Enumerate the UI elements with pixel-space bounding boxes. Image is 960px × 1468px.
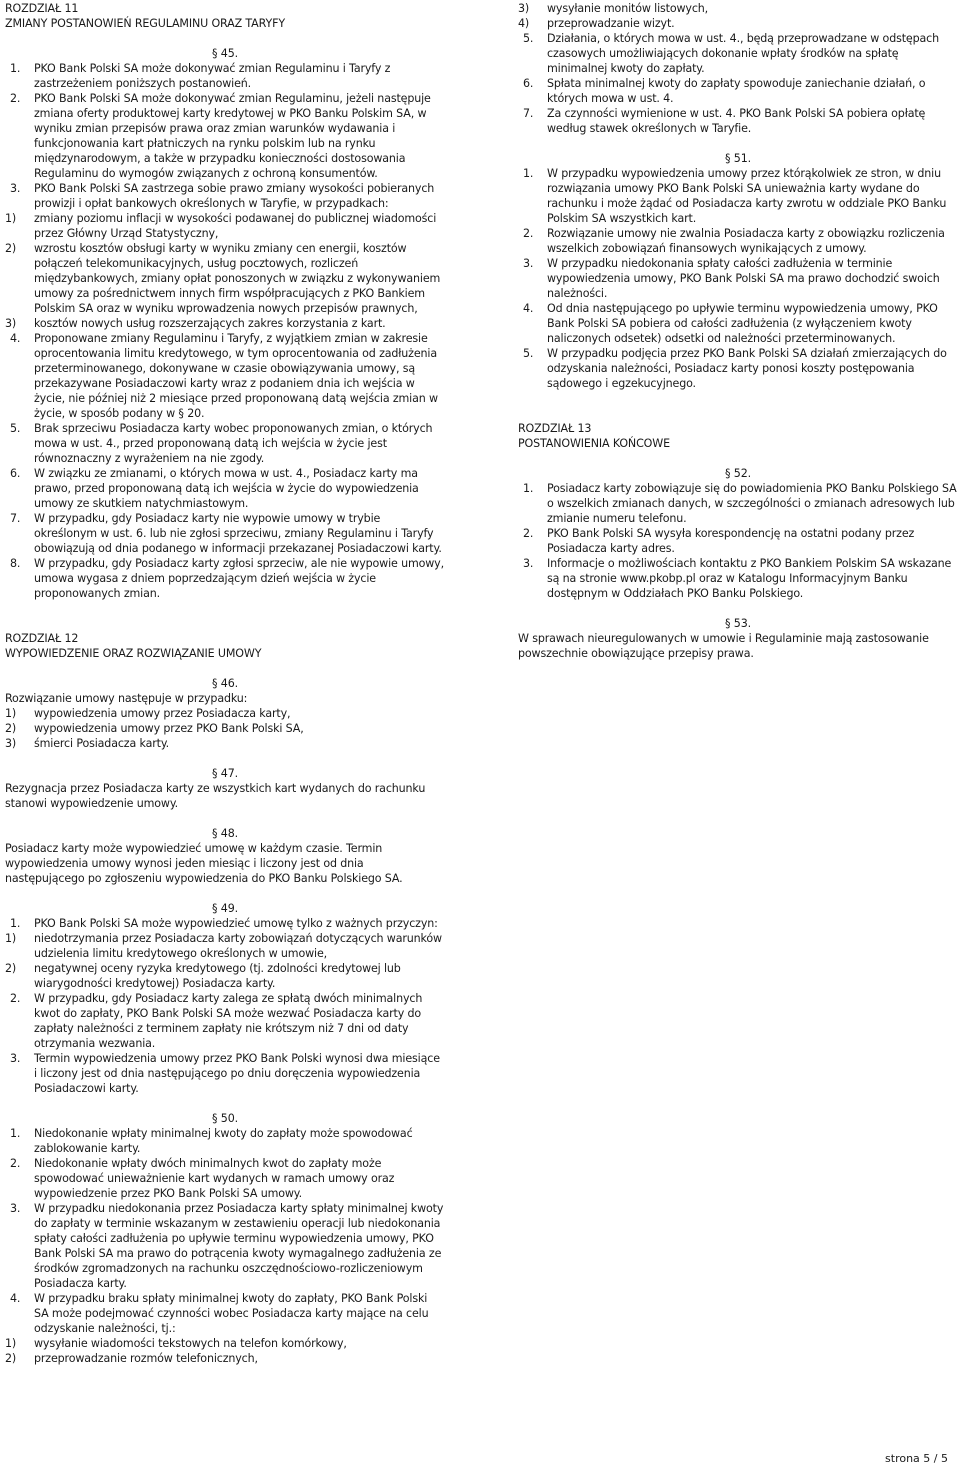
paragraph-50-list (5, 1126, 445, 1366)
list-item: 2. PKO Bank Polski SA może dokonywać zmian Regulaminu, jeżeli następuje zmiana oferty produktowej karty kredytowej w PKO Banku Polskim SA, w wyniku zmian przepisów prawa oraz zmian warunków wydawania i funkcjonowania kart płatniczych na rynku polskim lub na rynku międzynarodowym, a także w przypadku konieczności dostosowania Regulaminu do wymogów związanych z ochroną konsumentów. (10, 92, 431, 180)
sub-item: 3) wysyłanie monitów listowych, (518, 2, 709, 15)
paragraph-48-title: § 48. (212, 827, 238, 840)
list-item: 2. W przypadku, gdy Posiadacz karty zalega ze spłatą dwóch minimalnych kwot do zapłaty, PKO Bank Polski SA może wezwać Posiadacza karty do zapłaty należności z terminem zapłaty nie krótszym niż 7 dni od daty otrzymania wezwania. (10, 992, 423, 1050)
chapter-11-heading (5, 1, 445, 31)
paragraph-47-text: Rezygnacja przez Posiadacza karty ze wszystkich kart wydanych do rachunku stanowi wypowiedzenie umowy. (5, 782, 426, 810)
paragraph-53-title: § 53. (725, 617, 751, 630)
list-item: 2. PKO Bank Polski SA wysyła korespondencję na ostatni podany przez Posiadacza karty adres. (523, 527, 915, 555)
paragraph-45-list (5, 61, 445, 601)
paragraph-45-title: § 45. (212, 47, 238, 60)
list-item: 5. Działania, o których mowa w ust. 4., będą przeprowadzane w odstępach czasowych umożliwiających dokonanie wpłaty środków na spłatę minimalnej kwoty do zapłaty. (523, 32, 939, 75)
list-item: 4. W przypadku braku spłaty minimalnej kwoty do zapłaty, PKO Bank Polski SA może podejmować czynności wobec Posiadacza karty mające na celu odzyskanie należności, tj.: 1) wysyłanie wiadomości tekstowych na telefon komórkowy, 2) przeprowadzanie rozmów telefonicznych, (5, 1291, 445, 1366)
sub-list (5, 931, 445, 991)
list-item: 7. W przypadku, gdy Posiadacz karty nie wypowie umowy w trybie określonym w ust. 6. lub nie zgłosi sprzeciwu, zmiany Regulaminu i Taryfy obowiązują od dnia podanego w informacji przekazanej Posiadaczowi karty. (10, 512, 442, 555)
list-item: 3. W przypadku niedokonania spłaty całości zadłużenia w terminie wypowiedzenia umowy, PKO Bank Polski SA ma prawo dochodzić swoich należności. (523, 257, 940, 300)
list-item: 2. Rozwiązanie umowy nie zwalnia Posiadacza karty z obowiązku rozliczenia wszelkich zobowiązań finansowych wynikających z umowy. (523, 227, 945, 255)
left-column (5, 1, 445, 1366)
list-item: 6. W związku ze zmianami, o których mowa w ust. 4., Posiadacz karty ma prawo, przed proponowaną datą ich wejścia w życie do wypowiedzenia umowy ze skutkiem natychmiastowym. (10, 467, 419, 510)
list-item: 1. PKO Bank Polski SA może wypowiedzieć umowę tylko z ważnych przyczyn: 1) niedotrzymania przez Posiadacza karty zobowiązań dotyczących warunków udzielenia limitu kredytowego określonych w umowie, 2) negatywnej oceny ryzyka kredytowego (tj. zdolności kredytowej lub wiarygodności kredytowej) Posiadacza karty. (5, 916, 445, 991)
paragraph-49-title: § 49. (212, 902, 238, 915)
sub-item: 3) śmierci Posiadacza karty. (5, 737, 170, 750)
sub-item: 1) wysyłanie wiadomości tekstowych na telefon komórkowy, (5, 1337, 347, 1350)
page-number: strona 5 / 5 (885, 1452, 948, 1465)
list-item: 5. W przypadku podjęcia przez PKO Bank Polski SA działań zmierzających do odzyskania należności, Posiadacz karty ponosi koszty postępowania sądowego i egzekucyjnego. (523, 347, 947, 390)
paragraph-46-title: § 46. (212, 677, 238, 690)
list-item: 1. Posiadacz karty zobowiązuje się do powiadomienia PKO Banku Polskiego SA o wszelkich zmianach danych, w szczególności o zmianach adresowych lub zmianie numeru telefonu. (523, 482, 957, 525)
paragraph-53-text: W sprawach nieuregulowanych w umowie i Regulaminie mają zastosowanie powszechnie obowiązujące przepisy prawa. (518, 632, 929, 660)
chapter-number: ROZDZIAŁ 12 (5, 632, 79, 645)
paragraph-50-sub-continued (518, 1, 958, 31)
chapter-13-heading (518, 421, 958, 451)
paragraph-49-list (5, 916, 445, 1096)
list-item: 3. Termin wypowiedzenia umowy przez PKO Bank Polski wynosi dwa miesiące i liczony jest od dnia następującego po dniu doręczenia wypowiedzenia Posiadaczowi karty. (10, 1052, 440, 1095)
chapter-title: POSTANOWIENIA KOŃCOWE (518, 437, 670, 450)
sub-item: 2) wypowiedzenia umowy przez PKO Bank Polski SA, (5, 722, 304, 735)
sub-item: 2) wzrostu kosztów obsługi karty w wyniku zmiany cen energii, kosztów połączeń telekomunikacyjnych, usług pocztowych, rozliczeń międzybankowych, zmiany opłat ponoszonych w związku z wykonywaniem umowy za pośrednictwem innych firm współpracujących z PKO Bankiem Polskim SA oraz w wyniku wprowadzenia nowych przepisów prawnych, (5, 242, 441, 315)
list-item: 8. W przypadku, gdy Posiadacz karty zgłosi sprzeciw, ale nie wypowie umowy, umowa wygasa z dniem poprzedzającym dzień wejścia w życie proponowanych zmian. (10, 557, 444, 600)
list-item: 4. Proponowane zmiany Regulaminu i Taryfy, z wyjątkiem zmian w zakresie oprocentowania limitu kredytowego, w tym oprocentowania od zadłużenia przeterminowanego, dokonywane w czasie obowiązywania umowy, są przekazywane Posiadaczowi karty wraz z podaniem dnia ich wejścia w życie, nie później niż 2 miesiące przed proponowaną datą wejścia zmian w życie, w sposób podany w § 20. (10, 332, 438, 420)
paragraph-51-title: § 51. (725, 152, 751, 165)
paragraph-46-list (5, 706, 445, 751)
sub-item: 3) kosztów nowych usług rozszerzających zakres korzystania z kart. (5, 317, 386, 330)
paragraph-50-title: § 50. (212, 1112, 238, 1125)
right-column (518, 1, 958, 661)
chapter-12-heading (5, 631, 445, 661)
list-item: 6. Spłata minimalnej kwoty do zapłaty spowoduje zaniechanie działań, o których mowa w ust. 4. (523, 77, 926, 105)
paragraph-47-title: § 47. (212, 767, 238, 780)
list-item: 4. Od dnia następującego po upływie terminu wypowiedzenia umowy, PKO Bank Polski SA pobiera od całości zadłużenia (z wyłączeniem kwoty naliczonych odsetek) odsetki od należności przeterminowanych. (523, 302, 938, 345)
sub-item: 1) niedotrzymania przez Posiadacza karty zobowiązań dotyczących warunków udzielenia limitu kredytowego określonych w umowie, (5, 932, 442, 960)
chapter-title: ZMIANY POSTANOWIEŃ REGULAMINU ORAZ TARYFY (5, 17, 285, 30)
sub-item: 2) przeprowadzanie rozmów telefonicznych, (5, 1352, 258, 1365)
paragraph-48-text: Posiadacz karty może wypowiedzieć umowę w każdym czasie. Termin wypowiedzenia umowy wynosi jeden miesiąc i liczony jest od dnia następującego po zgłoszeniu wypowiedzenia do PKO Banku Polskiego SA. (5, 842, 403, 885)
paragraph-52-title: § 52. (725, 467, 751, 480)
list-item: 2. Niedokonanie wpłaty dwóch minimalnych kwot do zapłaty może spowodować unieważnienie kart wydanych w ramach umowy oraz wypowiedzenie przez PKO Bank Polski SA umowy. (10, 1157, 395, 1200)
paragraph-51-list (518, 166, 958, 391)
list-item: 1. W przypadku wypowiedzenia umowy przez którąkolwiek ze stron, w dniu rozwiązania umowy PKO Bank Polski SA unieważnia karty wydane do rachunku i może żądać od Posiadacza karty zwrotu w oddziale PKO Banku Polskim SA wszystkich kart. (523, 167, 947, 225)
paragraph-52-list (518, 481, 958, 601)
list-item: 3. PKO Bank Polski SA zastrzega sobie prawo zmiany wysokości pobieranych prowizji i opłat bankowych określonych w Taryfie, w przypadkach: 1) zmiany poziomu inflacji w wysokości podawanej do publicznej wiadomości przez Główny Urząd Statystyczny, 2) wzrostu kosztów obsługi karty w wyniku zmiany cen energii, kosztów połączeń telekomunikacyjnych, usług pocztowych, rozliczeń międzybankowych, zmiany opłat ponoszonych w związku z wykonywaniem umowy za pośrednictwem innych firm współpracujących z PKO Bankiem Polskim SA oraz w wyniku wprowadzenia nowych przepisów prawnych, 3) kosztów nowych usług rozszerzających zakres korzystania z kart. (5, 181, 445, 331)
sub-list (5, 211, 445, 331)
list-item: 3. W przypadku niedokonania przez Posiadacza karty spłaty minimalnej kwoty do zapłaty w terminie wskazanym w zestawieniu operacji lub niedokonania spłaty całości zadłużenia po upływie terminu wypowiedzenia umowy, PKO Bank Polski SA ma prawo do potrącenia kwoty wymagalnego zadłużenia ze środków zgromadzonych na rachunku oszczędnościowo-rozliczeniowym Posiadacza karty. (10, 1202, 444, 1290)
sub-list (5, 1336, 445, 1366)
list-item: 7. Za czynności wymienione w ust. 4. PKO Bank Polski SA pobiera opłatę według stawek określonych w Taryfie. (523, 107, 926, 135)
list-item: 5. Brak sprzeciwu Posiadacza karty wobec proponowanych zmian, o których mowa w ust. 4., przed proponowaną datą ich wejścia w życie jest równoznaczny z wyrażeniem na nie zgody. (10, 422, 433, 465)
paragraph-50-list-continued (518, 31, 958, 136)
paragraph-46-intro: Rozwiązanie umowy następuje w przypadku: (5, 692, 248, 705)
chapter-number: ROZDZIAŁ 11 (5, 2, 79, 15)
sub-item: 1) zmiany poziomu inflacji w wysokości podawanej do publicznej wiadomości przez Główny Urząd Statystyczny, (5, 212, 437, 240)
sub-item: 1) wypowiedzenia umowy przez Posiadacza karty, (5, 707, 291, 720)
chapter-title: WYPOWIEDZENIE ORAZ ROZWIĄZANIE UMOWY (5, 647, 262, 660)
list-item: 3. Informacje o możliwościach kontaktu z PKO Bankiem Polskim SA wskazane są na stronie www.pkobp.pl oraz w Katalogu Informacyjnym Banku dostępnym w Oddziałach PKO Banku Polskiego. (523, 557, 952, 600)
sub-item: 2) negatywnej oceny ryzyka kredytowego (tj. zdolności kredytowej lub wiarygodności kredytowej) Posiadacza karty. (5, 962, 401, 990)
list-item: 1. Niedokonanie wpłaty minimalnej kwoty do zapłaty może spowodować zablokowanie karty. (10, 1127, 413, 1155)
chapter-number: ROZDZIAŁ 13 (518, 422, 592, 435)
sub-item: 4) przeprowadzanie wizyt. (518, 17, 675, 30)
list-item: 1. PKO Bank Polski SA może dokonywać zmian Regulaminu i Taryfy z zastrzeżeniem poniższych postanowień. (10, 62, 391, 90)
